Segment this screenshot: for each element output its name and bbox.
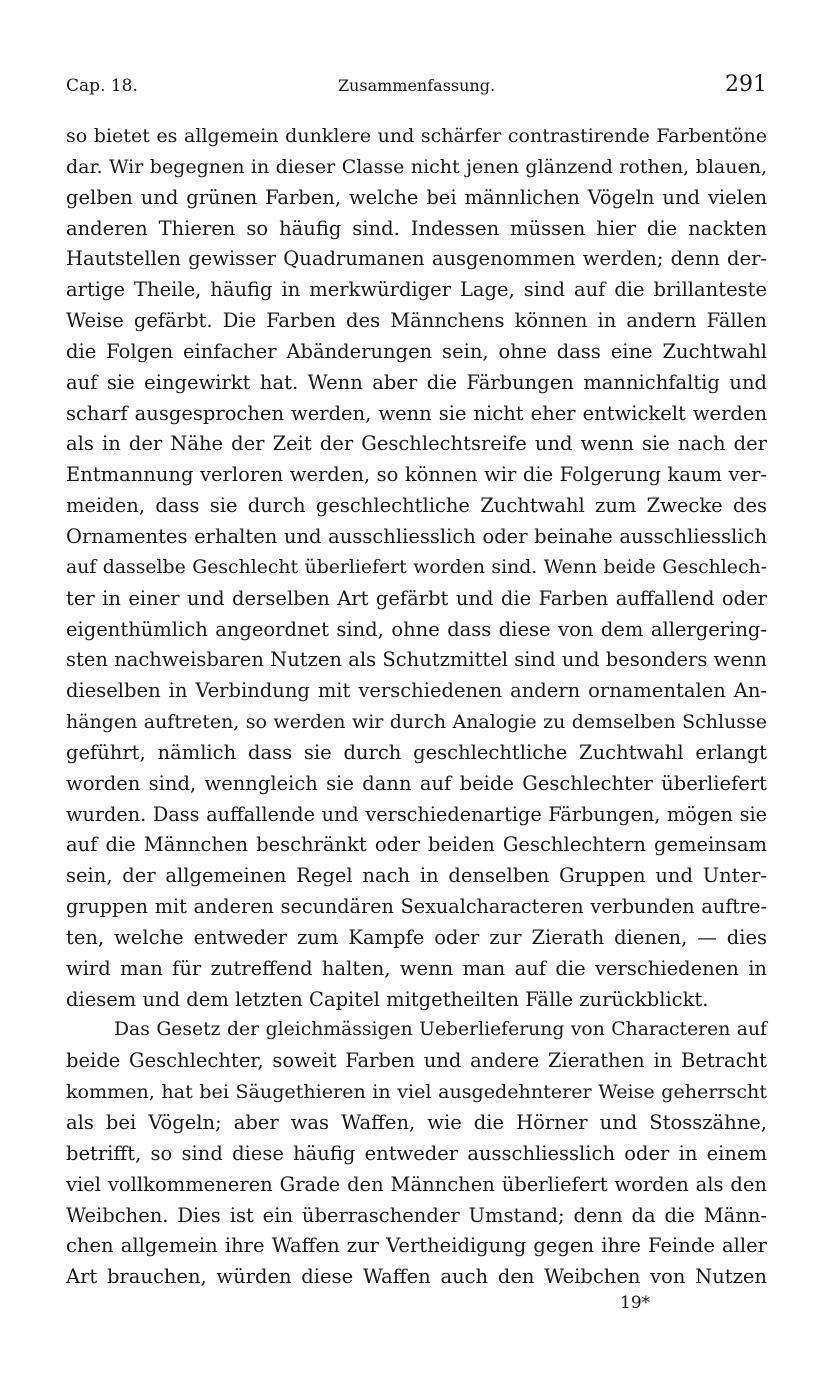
text-line: gelben und grünen Farben, welche bei männlichen Vögeln und vielen	[66, 185, 767, 209]
text-line: ten, welche entweder zum Kampfe oder zur Zierath dienen, — dies	[66, 925, 767, 949]
text-line: gruppen mit anderen secundären Sexualcharacteren verbunden auftre-	[66, 895, 767, 919]
text-line: wurden. Dass auffallende und verschiedenartige Färbungen, mögen sie	[66, 802, 767, 826]
text-line: wird man für zutreffend halten, wenn man auf die verschiedenen in	[66, 956, 767, 980]
text-line: betrifft, so sind diese häufig entweder ausschliesslich oder in einem	[66, 1141, 767, 1165]
page-header	[66, 72, 767, 102]
page-number: 291	[725, 72, 767, 97]
text-line: sten nachweisbaren Nutzen als Schutzmittel sind und besonders wenn	[66, 648, 767, 672]
text-line: kommen, hat bei Säugethieren in viel ausgedehnterer Weise geherrscht	[66, 1080, 767, 1104]
text-line: Entmannung verloren werden, so können wir die Folgerung kaum ver-	[66, 463, 767, 487]
text-line: meiden, dass sie durch geschlechtliche Zuchtwahl zum Zwecke des	[66, 494, 767, 518]
text-line: dieselben in Verbindung mit verschiedenen andern ornamentalen An-	[66, 679, 767, 703]
signature-mark: 19*	[620, 1293, 651, 1313]
text-line: so bietet es allgemein dunklere und schärfer contrastirende Farbentöne	[66, 125, 767, 147]
text-line: eigenthümlich angeordnet sind, ohne dass diese von dem allergering-	[66, 617, 767, 641]
text-line: auf sie eingewirkt hat. Wenn aber die Färbungen mannichfaltig und	[66, 370, 767, 394]
text-line: beide Geschlechter, soweit Farben und andere Zierathen in Betracht	[66, 1049, 767, 1073]
text-line: Weibchen. Dies ist ein überraschender Umstand; denn da die Männ-	[66, 1203, 767, 1227]
text-line: ter in einer und derselben Art gefärbt und die Farben auffallend oder	[66, 586, 767, 610]
text-line: geführt, nämlich dass sie durch geschlechtliche Zuchtwahl erlangt	[66, 740, 767, 764]
text-line: dar. Wir begegnen in dieser Classe nicht jenen glänzend rothen, blauen,	[66, 155, 767, 178]
text-line: die Folgen einfacher Abänderungen sein, ohne dass eine Zuchtwahl	[66, 339, 767, 363]
text-line: viel vollkommeneren Grade den Männchen überliefert worden als den	[66, 1172, 767, 1196]
text-line: sein, der allgemeinen Regel nach in denselben Gruppen und Unter-	[66, 864, 767, 888]
text-line: auf die Männchen beschränkt oder beiden Geschlechtern gemeinsam	[66, 833, 767, 857]
text-line: artige Theile, häufig in merkwürdiger Lage, sind auf die brillanteste	[66, 278, 767, 302]
text-line: Hautstellen gewisser Quadrumanen ausgenommen werden; denn der-	[66, 247, 767, 271]
text-line: Ornamentes erhalten und ausschliesslich oder beinahe ausschliesslich	[66, 524, 767, 548]
body-text	[66, 121, 767, 1293]
text-line: worden sind, wenngleich sie dann auf beide Geschlechter überliefert	[66, 771, 767, 795]
text-line: als bei Vögeln; aber was Waffen, wie die Hörner und Stosszähne,	[66, 1111, 767, 1134]
paragraph-first-line: Das Gesetz der gleichmässigen Ueberlieferung von Characteren auf	[114, 1019, 767, 1041]
text-line: Weise gefärbt. Die Farben des Männchens können in andern Fällen	[66, 309, 767, 333]
text-line: hängen auftreten, so werden wir durch Analogie zu demselben Schlusse	[66, 711, 767, 734]
paragraph-last-line: diesem und dem letzten Capitel mitgetheilten Fälle zurückblickt.	[66, 987, 709, 1011]
text-line: auf dasselbe Geschlecht überliefert worden sind. Wenn beide Geschlech-	[66, 556, 767, 578]
text-line: Art brauchen, würden diese Waffen auch den Weibchen von Nutzen	[66, 1265, 767, 1289]
text-line: scharf ausgesprochen werden, wenn sie nicht eher entwickelt werden	[66, 401, 767, 425]
text-line: anderen Thieren so häufig sind. Indessen müssen hier die nackten	[66, 216, 767, 240]
chapter-label: Cap. 18.	[66, 76, 138, 96]
running-title: Zusammenfassung.	[337, 76, 496, 95]
text-line: als in der Nähe der Zeit der Geschlechtsreife und wenn sie nach der	[66, 432, 767, 456]
text-line: chen allgemein ihre Waffen zur Vertheidigung gegen ihre Feinde aller	[66, 1234, 767, 1258]
